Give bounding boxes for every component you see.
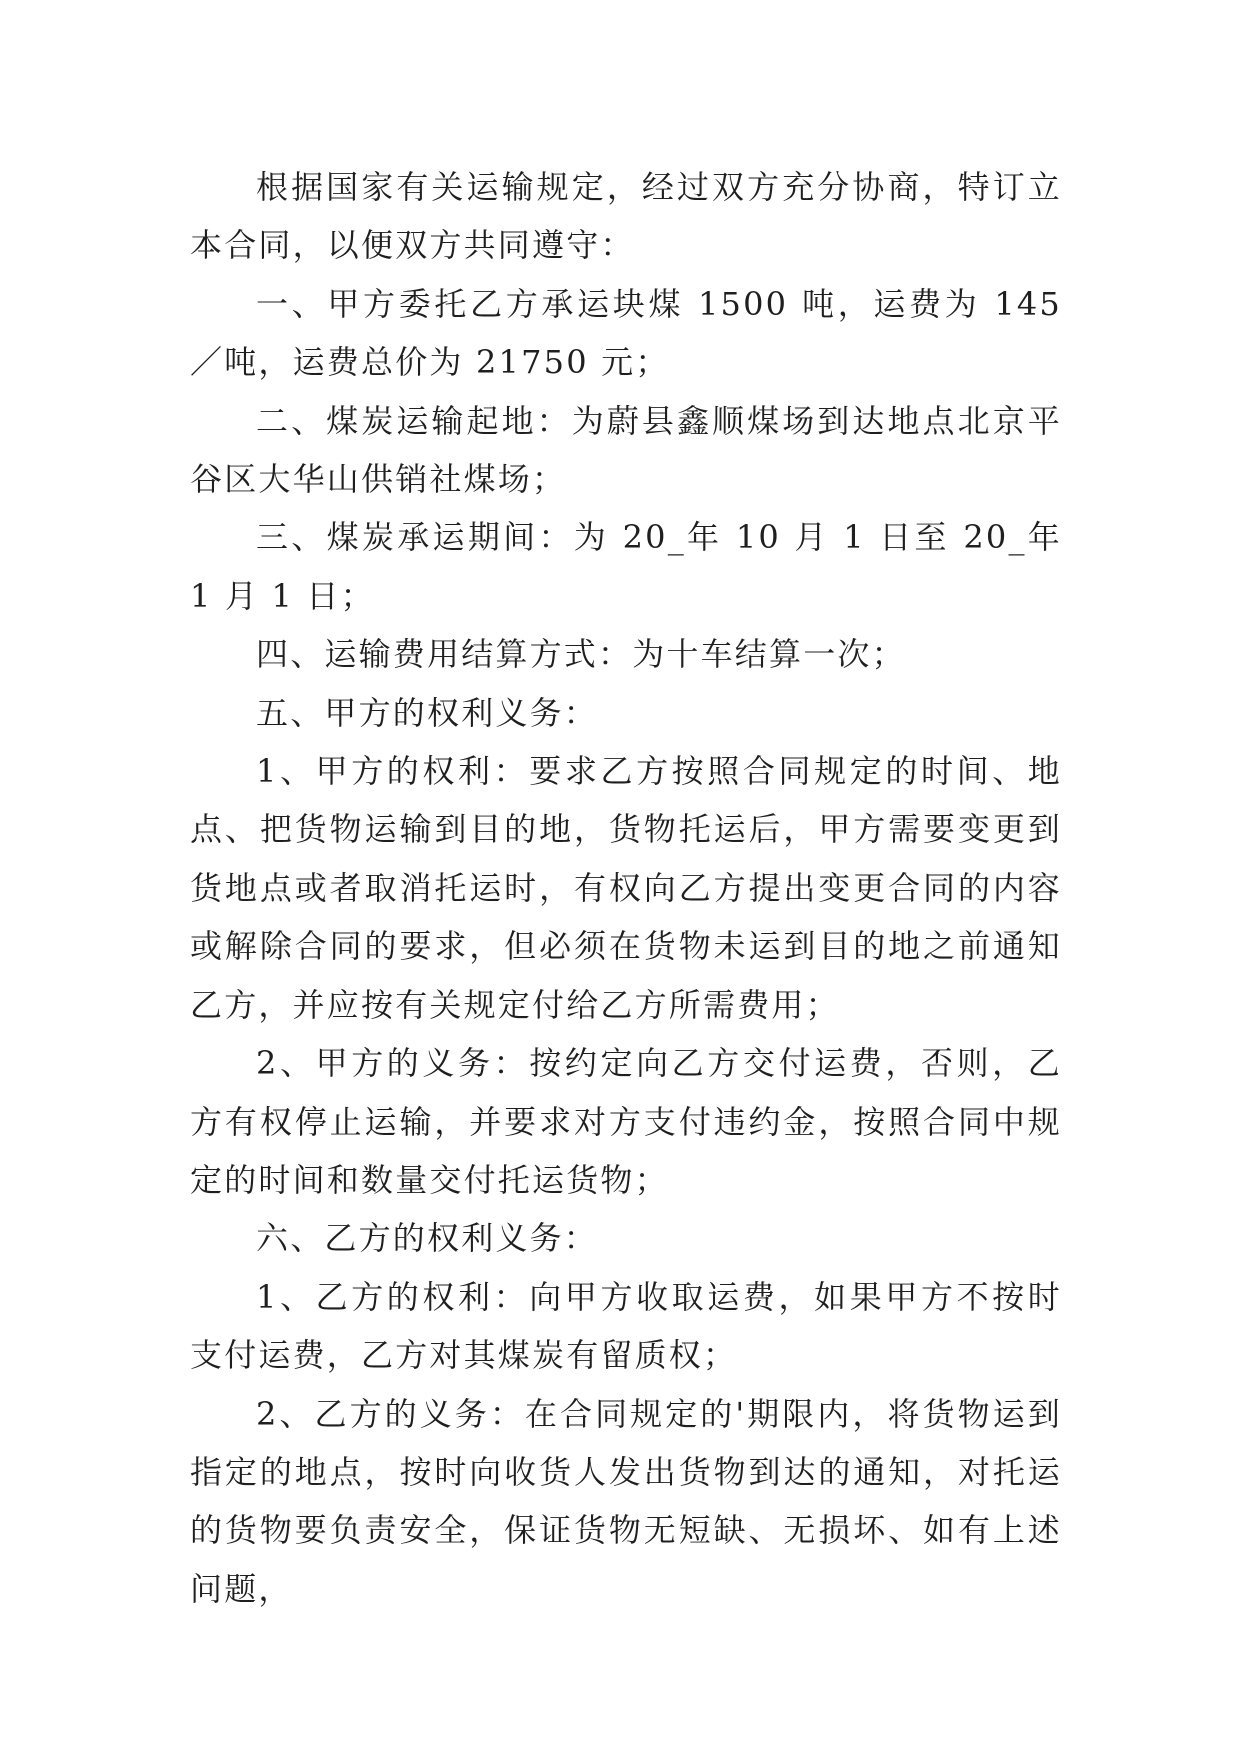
paragraph-clause-1: 一、甲方委托乙方承运块煤 1500 吨，运费为 145／吨，运费总价为 21750 元； bbox=[190, 284, 1062, 382]
paragraph-clause-5-heading: 五、甲方的权利义务： bbox=[256, 693, 599, 732]
paragraph-clause-3: 三、煤炭承运期间：为 20_年 10 月 1 日至 20_年 1 月 1 日； bbox=[190, 518, 1062, 615]
paragraph-clause-6-2: 2、乙方的义务：在合同规定的'期限内，将货物运到指定的地点，按时向收货人发出货物到达的通知，对托运的货物要负责安全，保证货物无短缺、无损坏、如有上述问题， bbox=[190, 1394, 1062, 1608]
paragraph-clause-6-heading: 六、乙方的权利义务： bbox=[256, 1219, 599, 1258]
paragraph-clause-5-2: 2、甲方的义务：按约定向乙方交付运费，否则，乙方有权停止运输，并要求对方支付违约金，按照合同中规定的时间和数量交付托运货物； bbox=[190, 1044, 1062, 1199]
paragraph-intro: 根据国家有关运输规定，经过双方充分协商，特订立本合同，以便双方共同遵守： bbox=[190, 168, 1062, 265]
paragraph-clause-2: 二、煤炭运输起地：为蔚县鑫顺煤场到达地点北京平谷区大华山供销社煤场； bbox=[190, 401, 1062, 499]
paragraph-clause-6-1: 1、乙方的权利：向甲方收取运费，如果甲方不按时支付运费，乙方对其煤炭有留质权； bbox=[190, 1277, 1062, 1375]
contract-body bbox=[190, 158, 1062, 1618]
paragraph-clause-4: 四、运输费用结算方式：为十车结算一次； bbox=[256, 635, 906, 674]
paragraph-clause-5-1: 1、甲方的权利：要求乙方按照合同规定的时间、地点、把货物运输到目的地，货物托运后，甲方需要变更到货地点或者取消托运时，有权向乙方提出变更合同的内容或解除合同的要求，但必须在货物未运到目的地之前通知乙方，并应按有关规定付给乙方所需费用； bbox=[190, 752, 1062, 1024]
